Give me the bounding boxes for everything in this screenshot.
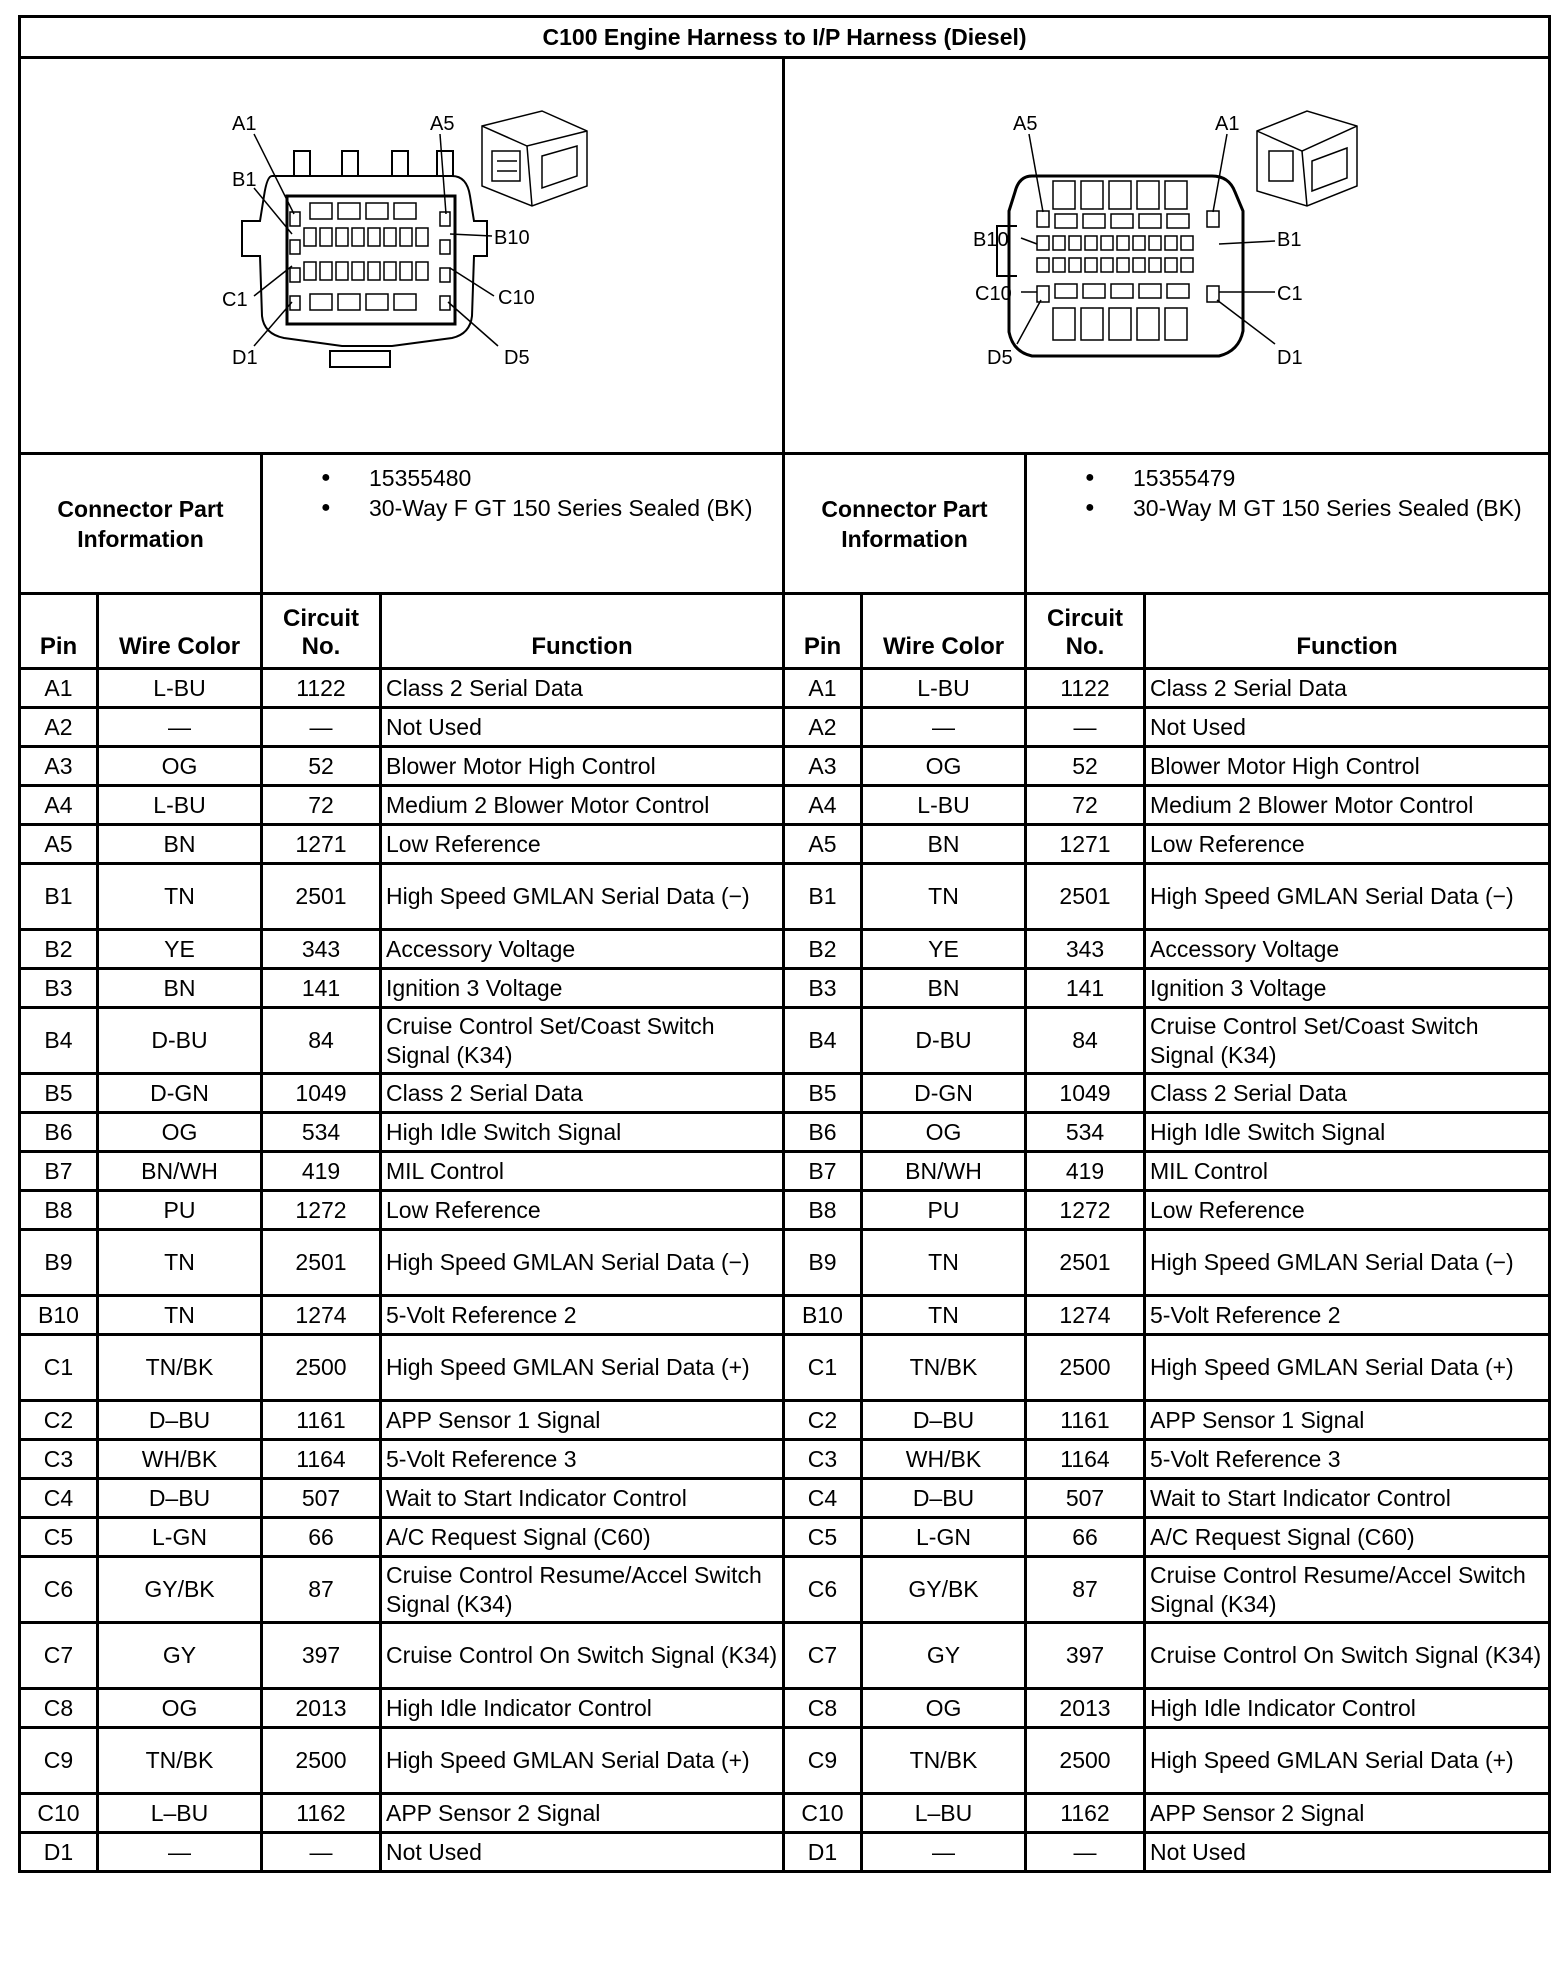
table-row [20,1074,1550,1113]
label-d5: D5 [986,346,1013,369]
function-cell: Not Used [1145,708,1550,747]
right-connector-info-label: Connector Part Information [784,454,1026,594]
wire-color-cell: GY [862,1623,1026,1689]
circuit-cell: 2501 [262,1230,381,1296]
label-c1: C1 [221,288,248,311]
circuit-cell: 1049 [262,1074,381,1113]
wire-color-cell: PU [98,1191,262,1230]
function-cell: Accessory Voltage [1145,930,1550,969]
pin-cell: B9 [20,1230,98,1296]
pin-cell: C8 [784,1689,862,1728]
left-connector-info [262,454,784,594]
wire-color-cell: BN/WH [862,1152,1026,1191]
wire-color-cell: BN [98,825,262,864]
function-cell: 5-Volt Reference 2 [381,1296,784,1335]
pin-cell: C4 [20,1479,98,1518]
circuit-cell: — [1026,1833,1145,1872]
wire-color-cell: OG [98,1113,262,1152]
table-row [20,1230,1550,1296]
pin-cell: A3 [784,747,862,786]
pin-cell: B5 [784,1074,862,1113]
pin-cell: B10 [20,1296,98,1335]
circuit-cell: 1272 [1026,1191,1145,1230]
circuit-cell: 397 [1026,1623,1145,1689]
function-cell: Not Used [381,708,784,747]
pin-cell: C10 [784,1794,862,1833]
pin-cell: C5 [784,1518,862,1557]
pin-cell: B7 [784,1152,862,1191]
header-pin: Pin [784,594,862,669]
wire-color-cell: TN/BK [98,1335,262,1401]
function-cell: High Idle Switch Signal [1145,1113,1550,1152]
wire-color-cell: OG [862,1689,1026,1728]
wire-color-cell: L–BU [98,1794,262,1833]
function-cell: Ignition 3 Voltage [1145,969,1550,1008]
pin-cell: A3 [20,747,98,786]
circuit-cell: 1164 [262,1440,381,1479]
right-part-description: ● 30-Way M GT 150 Series Sealed (BK) [1085,493,1548,523]
function-cell: Medium 2 Blower Motor Control [381,786,784,825]
label-c10: C10 [497,286,535,309]
circuit-cell: 1274 [262,1296,381,1335]
header-wire-color: Wire Color [98,594,262,669]
pin-cell: B1 [784,864,862,930]
table-row [20,1557,1550,1623]
table-row [20,969,1550,1008]
wire-color-cell: TN [98,1230,262,1296]
circuit-cell: 1164 [1026,1440,1145,1479]
table-row [20,1113,1550,1152]
pin-cell: C10 [20,1794,98,1833]
circuit-cell: 141 [262,969,381,1008]
wire-color-cell: GY [98,1623,262,1689]
wire-color-cell: YE [862,930,1026,969]
wire-color-cell: BN/WH [98,1152,262,1191]
circuit-cell: 1161 [1026,1401,1145,1440]
function-cell: Class 2 Serial Data [381,669,784,708]
wire-color-cell: WH/BK [862,1440,1026,1479]
pinout-table [18,15,1551,1873]
table-row [20,825,1550,864]
wire-color-cell: — [98,1833,262,1872]
pin-cell: C5 [20,1518,98,1557]
label-b10: B10 [972,228,1009,251]
pin-cell: C9 [784,1728,862,1794]
circuit-cell: 1272 [262,1191,381,1230]
pin-cell: B2 [784,930,862,969]
function-cell: Cruise Control Resume/Accel Switch Signal (K34) [381,1557,784,1623]
table-row [20,1689,1550,1728]
table-row [20,1728,1550,1794]
pin-cell: D1 [20,1833,98,1872]
function-cell: APP Sensor 2 Signal [381,1794,784,1833]
table-row [20,864,1550,930]
pin-cell: B4 [20,1008,98,1074]
label-a1: A1 [231,112,256,135]
circuit-cell: 2501 [1026,864,1145,930]
wire-color-cell: TN/BK [862,1728,1026,1794]
function-cell: Class 2 Serial Data [381,1074,784,1113]
circuit-cell: 534 [262,1113,381,1152]
function-cell: High Speed GMLAN Serial Data (+) [1145,1335,1550,1401]
wire-color-cell: D–BU [862,1401,1026,1440]
function-cell: APP Sensor 1 Signal [1145,1401,1550,1440]
header-function: Function [1145,594,1550,669]
wire-color-cell: BN [98,969,262,1008]
circuit-cell: 1162 [262,1794,381,1833]
pin-cell: B4 [784,1008,862,1074]
circuit-cell: 87 [1026,1557,1145,1623]
circuit-cell: 2500 [1026,1728,1145,1794]
function-cell: Blower Motor High Control [1145,747,1550,786]
function-cell: MIL Control [381,1152,784,1191]
header-wire-color: Wire Color [862,594,1026,669]
wire-color-cell: D–BU [98,1479,262,1518]
function-cell: APP Sensor 2 Signal [1145,1794,1550,1833]
table-row [20,1191,1550,1230]
function-cell: Low Reference [1145,1191,1550,1230]
page-title: C100 Engine Harness to I/P Harness (Diesel) [20,17,1550,58]
pin-cell: B5 [20,1074,98,1113]
pin-cell: C1 [784,1335,862,1401]
pin-cell: B2 [20,930,98,969]
table-row [20,708,1550,747]
function-cell: Low Reference [381,825,784,864]
pin-cell: B6 [20,1113,98,1152]
function-cell: Not Used [1145,1833,1550,1872]
label-a5: A5 [429,112,454,135]
right-connector-info [1026,454,1550,594]
label-c1: C1 [1276,282,1303,305]
function-cell: Wait to Start Indicator Control [1145,1479,1550,1518]
left-part-description: ● 30-Way F GT 150 Series Sealed (BK) [321,493,782,523]
wire-color-cell: TN [862,1230,1026,1296]
circuit-cell: 343 [262,930,381,969]
pin-cell: B8 [20,1191,98,1230]
wire-color-cell: BN [862,825,1026,864]
label-d1: D1 [231,346,258,369]
pin-cell: C7 [784,1623,862,1689]
female-connector-face-icon [192,106,612,406]
wire-color-cell: L-BU [862,786,1026,825]
label-c10: C10 [974,282,1012,305]
circuit-cell: 2500 [1026,1335,1145,1401]
wire-color-cell: L-BU [98,786,262,825]
wire-color-cell: TN [862,1296,1026,1335]
circuit-cell: — [262,708,381,747]
wire-color-cell: D-BU [98,1008,262,1074]
circuit-cell: 66 [262,1518,381,1557]
wire-color-cell: — [862,1833,1026,1872]
table-row [20,1152,1550,1191]
function-cell: Not Used [381,1833,784,1872]
label-b10: B10 [493,226,530,249]
function-cell: High Idle Indicator Control [1145,1689,1550,1728]
function-cell: Blower Motor High Control [381,747,784,786]
circuit-cell: 84 [262,1008,381,1074]
pin-cell: D1 [784,1833,862,1872]
wire-color-cell: YE [98,930,262,969]
circuit-cell: 507 [262,1479,381,1518]
table-row [20,1401,1550,1440]
circuit-cell: — [1026,708,1145,747]
circuit-cell: 72 [262,786,381,825]
left-part-number: ● 15355480 [321,463,782,493]
wire-color-cell: BN [862,969,1026,1008]
wire-color-cell: D-GN [98,1074,262,1113]
circuit-cell: 397 [262,1623,381,1689]
circuit-cell: 2501 [262,864,381,930]
female-connector-diagram [20,58,784,454]
right-part-number: ● 15355479 [1085,463,1548,493]
table-row [20,1623,1550,1689]
table-row [20,747,1550,786]
circuit-cell: 419 [1026,1152,1145,1191]
wire-color-cell: GY/BK [98,1557,262,1623]
pin-cell: C9 [20,1728,98,1794]
label-a5: A5 [1012,112,1037,135]
table-row [20,1335,1550,1401]
wire-color-cell: PU [862,1191,1026,1230]
wire-color-cell: L-BU [862,669,1026,708]
function-cell: High Speed GMLAN Serial Data (−) [381,1230,784,1296]
label-a1: A1 [1214,112,1239,135]
wire-color-cell: TN/BK [862,1335,1026,1401]
circuit-cell: — [262,1833,381,1872]
circuit-cell: 534 [1026,1113,1145,1152]
function-cell: Class 2 Serial Data [1145,1074,1550,1113]
pin-cell: A5 [20,825,98,864]
pin-cell: C6 [20,1557,98,1623]
function-cell: Cruise Control Set/Coast Switch Signal (K34) [381,1008,784,1074]
pin-cell: A5 [784,825,862,864]
pin-cell: C1 [20,1335,98,1401]
pin-cell: A1 [784,669,862,708]
table-row [20,1794,1550,1833]
function-cell: High Speed GMLAN Serial Data (+) [1145,1728,1550,1794]
pin-cell: C3 [784,1440,862,1479]
circuit-cell: 141 [1026,969,1145,1008]
table-row [20,786,1550,825]
wire-color-cell: OG [862,747,1026,786]
circuit-cell: 343 [1026,930,1145,969]
header-pin: Pin [20,594,98,669]
function-cell: High Speed GMLAN Serial Data (+) [381,1728,784,1794]
function-cell: 5-Volt Reference 2 [1145,1296,1550,1335]
function-cell: High Speed GMLAN Serial Data (−) [381,864,784,930]
pin-cell: C3 [20,1440,98,1479]
function-cell: Cruise Control Set/Coast Switch Signal (K34) [1145,1008,1550,1074]
circuit-cell: 1162 [1026,1794,1145,1833]
circuit-cell: 66 [1026,1518,1145,1557]
male-connector-diagram [784,58,1550,454]
wire-color-cell: D–BU [862,1479,1026,1518]
circuit-cell: 87 [262,1557,381,1623]
circuit-cell: 2500 [262,1728,381,1794]
circuit-cell: 1274 [1026,1296,1145,1335]
pin-cell: A2 [20,708,98,747]
wire-color-cell: TN [98,1296,262,1335]
circuit-cell: 2501 [1026,1230,1145,1296]
circuit-cell: 72 [1026,786,1145,825]
wire-color-cell: GY/BK [862,1557,1026,1623]
table-row [20,1833,1550,1872]
pinout-sheet [18,15,1548,1950]
wire-color-cell: OG [98,747,262,786]
wire-color-cell: D–BU [98,1401,262,1440]
label-d1: D1 [1276,346,1303,369]
label-b1: B1 [1276,228,1301,251]
wire-color-cell: L-GN [98,1518,262,1557]
label-b1: B1 [231,168,256,191]
function-cell: MIL Control [1145,1152,1550,1191]
function-cell: A/C Request Signal (C60) [381,1518,784,1557]
table-row [20,1008,1550,1074]
pin-cell: B1 [20,864,98,930]
circuit-cell: 2013 [262,1689,381,1728]
function-cell: Cruise Control On Switch Signal (K34) [381,1623,784,1689]
table-row [20,930,1550,969]
wire-color-cell: L–BU [862,1794,1026,1833]
pin-cell: C7 [20,1623,98,1689]
left-connector-info-label: Connector Part Information [20,454,262,594]
circuit-cell: 1271 [262,825,381,864]
wire-color-cell: TN [98,864,262,930]
circuit-cell: 1049 [1026,1074,1145,1113]
wire-color-cell: L-GN [862,1518,1026,1557]
function-cell: 5-Volt Reference 3 [381,1440,784,1479]
column-header-row [20,594,1550,669]
table-row [20,1518,1550,1557]
pin-cell: C6 [784,1557,862,1623]
circuit-cell: 52 [1026,747,1145,786]
wire-color-cell: OG [98,1689,262,1728]
function-cell: High Speed GMLAN Serial Data (−) [1145,1230,1550,1296]
circuit-cell: 419 [262,1152,381,1191]
circuit-cell: 1271 [1026,825,1145,864]
function-cell: Low Reference [1145,825,1550,864]
table-row [20,1296,1550,1335]
circuit-cell: 1122 [1026,669,1145,708]
wire-color-cell: — [98,708,262,747]
pin-cell: B3 [784,969,862,1008]
function-cell: High Speed GMLAN Serial Data (−) [1145,864,1550,930]
pin-cell: A2 [784,708,862,747]
pin-cell: A4 [20,786,98,825]
pin-cell: B9 [784,1230,862,1296]
table-row [20,669,1550,708]
circuit-cell: 2500 [262,1335,381,1401]
wire-color-cell: — [862,708,1026,747]
circuit-cell: 84 [1026,1008,1145,1074]
function-cell: High Idle Switch Signal [381,1113,784,1152]
pin-cell: C8 [20,1689,98,1728]
function-cell: Cruise Control Resume/Accel Switch Signal (K34) [1145,1557,1550,1623]
function-cell: Medium 2 Blower Motor Control [1145,786,1550,825]
wire-color-cell: TN [862,864,1026,930]
circuit-cell: 1122 [262,669,381,708]
table-row [20,1440,1550,1479]
wire-color-cell: OG [862,1113,1026,1152]
function-cell: Accessory Voltage [381,930,784,969]
label-d5: D5 [503,346,530,369]
function-cell: High Speed GMLAN Serial Data (+) [381,1335,784,1401]
function-cell: High Idle Indicator Control [381,1689,784,1728]
function-cell: 5-Volt Reference 3 [1145,1440,1550,1479]
pin-cell: B8 [784,1191,862,1230]
pin-rows [20,669,1550,1872]
pin-cell: C2 [784,1401,862,1440]
function-cell: Ignition 3 Voltage [381,969,784,1008]
wire-color-cell: WH/BK [98,1440,262,1479]
header-circuit-no: Circuit No. [262,594,381,669]
function-cell: Class 2 Serial Data [1145,669,1550,708]
pin-cell: A1 [20,669,98,708]
pin-cell: A4 [784,786,862,825]
function-cell: A/C Request Signal (C60) [1145,1518,1550,1557]
circuit-cell: 2013 [1026,1689,1145,1728]
pin-cell: B10 [784,1296,862,1335]
wire-color-cell: D-GN [862,1074,1026,1113]
wire-color-cell: D-BU [862,1008,1026,1074]
table-row [20,1479,1550,1518]
header-circuit-no: Circuit No. [1026,594,1145,669]
function-cell: APP Sensor 1 Signal [381,1401,784,1440]
pin-cell: B6 [784,1113,862,1152]
circuit-cell: 507 [1026,1479,1145,1518]
wire-color-cell: TN/BK [98,1728,262,1794]
header-function: Function [381,594,784,669]
pin-cell: C2 [20,1401,98,1440]
male-connector-face-icon [957,106,1377,406]
circuit-cell: 52 [262,747,381,786]
pin-cell: B3 [20,969,98,1008]
pin-cell: B7 [20,1152,98,1191]
function-cell: Low Reference [381,1191,784,1230]
wire-color-cell: L-BU [98,669,262,708]
pin-cell: C4 [784,1479,862,1518]
function-cell: Wait to Start Indicator Control [381,1479,784,1518]
circuit-cell: 1161 [262,1401,381,1440]
function-cell: Cruise Control On Switch Signal (K34) [1145,1623,1550,1689]
